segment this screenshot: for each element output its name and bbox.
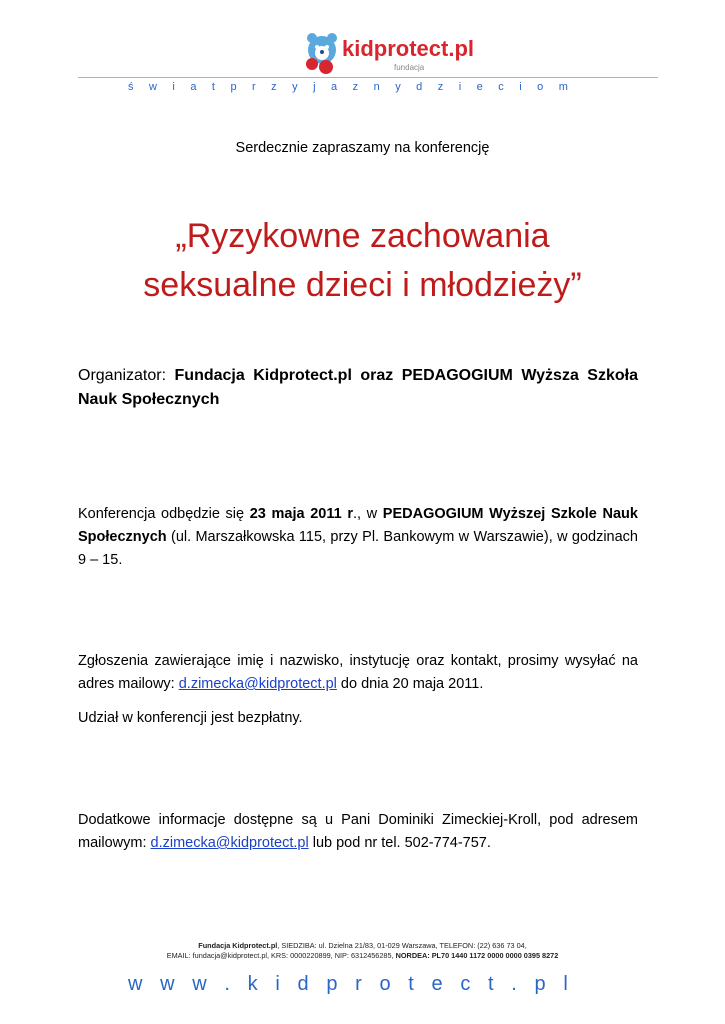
website-letter: p [534,973,546,995]
venue-text-2: ., w [352,506,383,522]
conference-title [0,212,725,310]
organizer-paragraph [78,364,638,412]
footer-ids: EMAIL: fundacja@kidprotect.pl, KRS: 0000220899, NIP: 6312456285, [166,951,396,960]
registration-paragraph [78,650,638,696]
website-letter: t [488,973,494,995]
tagline-letter: t [211,81,215,93]
website-letter: e [431,973,443,995]
venue-paragraph [78,503,638,572]
tagline-letter: w [148,81,157,93]
info-text-2: lub pod nr tel. 502-774-757. [308,835,491,851]
info-email-link[interactable]: d.zimecka@kidprotect.pl [150,835,309,851]
title-line-1: „Ryzykowne zachowania [175,217,550,255]
info-paragraph [78,809,638,855]
tagline-letter: p [230,81,237,93]
footer-org: Fundacja Kidprotect.pl [198,941,278,950]
tagline-letter: r [252,81,256,93]
website-letter: i [275,973,280,995]
tagline-letter: z [437,81,444,93]
venue-place: PEDAGOGIUM Wyższej Szkole Nauk Społecznych [78,506,638,545]
website-letter: w [160,973,175,995]
website-letter: . [224,973,230,995]
tagline-letter: i [172,81,175,93]
tagline-letter: e [476,81,483,93]
tagline-letter: o [537,81,544,93]
website-letter: . [511,973,517,995]
tagline-letter: z [271,81,277,93]
website-letter: w [192,973,207,995]
info-text-1: Dodatkowe informacje dostępne są u Pani Dominiki Zimeckiej-Kroll, pod adresem mailowym: [78,812,638,851]
tagline-letter: c [498,81,504,93]
footer-contact [0,941,725,961]
website-letter: r [355,973,362,995]
footer-line-2 [0,951,725,961]
footer-line-1 [0,941,725,951]
header-divider [78,77,658,78]
registration-text-1: Zgłoszenia zawierające imię i nazwisko, instytucję oraz kontakt, prosimy wysyłać na adres mailowy: [78,653,638,692]
tagline-letter: i [458,81,462,93]
website-letter: l [563,973,568,995]
venue-text-3: (ul. Marszałkowska 115, przy Pl. Bankowym w Warszawie), w godzinach 9 – 15. [78,529,638,568]
tagline-letter: y [395,81,401,93]
tagline-letter: a [190,81,197,93]
website-url [128,973,568,996]
organizer-value: Fundacja Kidprotect.pl oraz PEDAGOGIUM Wyższa Szkoła Nauk Społecznych [78,367,638,408]
website-letter: p [326,973,338,995]
tagline-letter: y [292,81,298,93]
title-line-2: seksualne dzieci i młodzieży” [143,266,582,304]
registration-email-link[interactable]: d.zimecka@kidprotect.pl [178,676,337,692]
footer-bank: NORDEA: PL70 1440 1172 0000 0000 0395 8272 [395,951,559,960]
organizer-label: Organizator: [78,367,167,384]
website-letter: c [460,973,471,995]
tagline-letter: j [313,81,316,93]
website-letter: k [247,973,258,995]
logo-text: kidprotect.pl [342,36,475,61]
tagline [128,81,568,93]
tagline-letter: i [519,81,522,93]
website-letter: t [408,973,414,995]
website-letter: w [128,973,143,995]
tagline-letter: m [558,81,568,93]
footer-address: , SIEDZIBA: ul. Dzielna 21/83, 01-029 Warszawa, TELEFON: (22) 636 73 04, [277,941,527,950]
conference-date: 23 maja 2011 r [249,506,353,522]
venue-text-1: Konferencja odbędzie się [78,506,250,522]
tagline-letter: a [331,81,338,93]
invitation-text: Serdecznie zapraszamy na konferencję [235,140,490,156]
tagline-letter: n [373,81,380,93]
tagline-letter: ś [128,81,134,93]
tagline-letter: z [352,81,359,93]
registration-text-2: do dnia 20 maja 2011. [336,676,484,692]
tagline-letter: d [416,81,423,93]
website-letter: o [379,973,391,995]
website-letter: d [297,973,309,995]
free-entry-text: Udział w konferencji jest bezpłatny. [78,710,303,726]
kidprotect-logo [302,30,475,78]
logo-subtext: fundacja [394,63,425,72]
